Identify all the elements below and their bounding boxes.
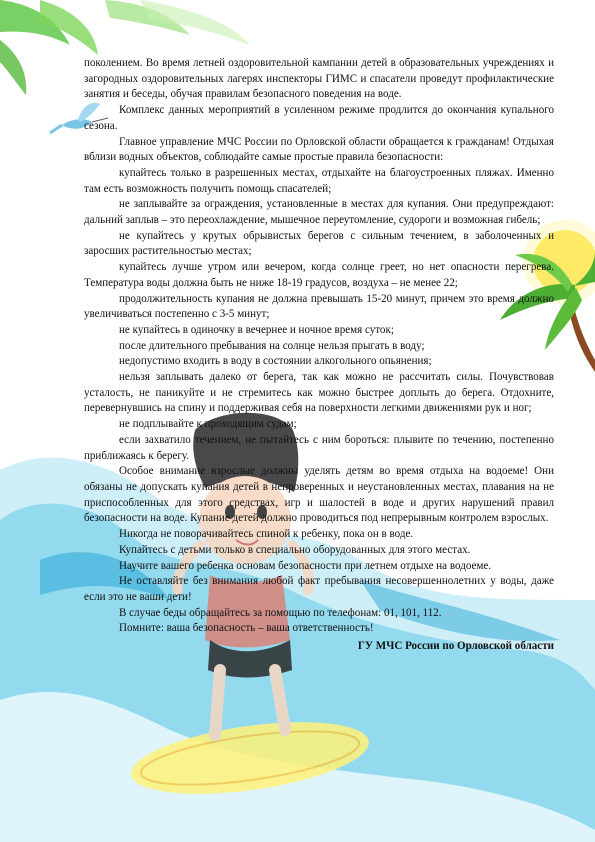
paragraph: Комплекс данных мероприятий в усиленном режиме продлится до окончания купального сезона.: [84, 104, 554, 132]
signature: ГУ МЧС России по Орловской области: [357, 640, 554, 653]
paragraph: не купайтесь в одиночку в вечернее и ночное время суток;: [119, 323, 394, 336]
paragraph: В случае беды обращайтесь за помощью по телефонам: 01, 101, 112.: [119, 606, 442, 619]
paragraph: Купайтесь с детьми только в специально оборудованных для этого местах.: [119, 543, 471, 556]
paragraph: продолжительность купания не должна превышать 15-20 минут, причем это время должно увеличиваться постепенно с 3-5 минут;: [84, 292, 554, 321]
paragraph: если захватило течением, не пытайтесь с ним бороться: плывите по течению, постепенно приближаясь к берегу.: [84, 433, 554, 462]
paragraph: не заплывайте за ограждения, установленные в местах для купания. Они предупреждают: дальний заплыв – это переохлаждение, мышечное переутомление, судороги и возможная гибель;: [84, 198, 554, 227]
paragraph: Не оставляйте без внимания любой факт пребывания несовершеннолетних у воды, даже если это не ваши дети!: [84, 575, 554, 603]
paragraph: Главное управление МЧС России по Орловской области обращается к гражданам! Отдыхая вблизи водных объектов, соблюдайте самые простые правила безопасности:: [84, 135, 554, 164]
paragraph: не купайтесь у крутых обрывистых берегов с сильным течением, в заболоченных и заросших растительностью местах;: [84, 229, 554, 258]
paragraph: Никогда не поворачивайтесь спиной к ребенку, пока он в воде.: [119, 528, 414, 541]
paragraph: нельзя заплывать далеко от берега, так как можно не рассчитать силы. Почувствовав усталость, не паникуйте и не стремитесь как можно быстрее доплыть до берега. Отдохните, перевернувшись на спину и поддерживая себя на поверхности легкими движениями рук и ног;: [84, 371, 554, 415]
paragraph: недопустимо входить в воду в состоянии алкогольного опьянения;: [119, 355, 432, 368]
paragraph: после длительного пребывания на солнце нельзя прыгать в воду;: [119, 339, 425, 352]
paragraph: Научите вашего ребенка основам безопасности при летнем отдыхе на водоеме.: [119, 559, 492, 572]
document-body: [84, 56, 554, 655]
paragraph: купайтесь только в разрешенных местах, отдыхайте на благоустроенных пляжах. Именно там есть возможность получить помощь спасателей;: [84, 166, 554, 195]
paragraph: Помните: ваша безопасность – ваша ответственность!: [119, 622, 374, 635]
paragraph: купайтесь лучше утром или вечером, когда солнце греет, но нет опасности перегрева. Температура воды должна быть не ниже 18-19 градусов, воздуха – не менее 22;: [84, 261, 554, 289]
paragraph: поколением. Во время летней оздоровительной кампании детей в образовательных учреждениях и загородных оздоровительных лагерях инспекторы ГИМС и спасатели проведут профилактические занятия и беседы, обучая правилам безопасного поведения на воде.: [84, 57, 554, 101]
paragraph: Особое внимание взрослые должны уделять детям во время отдыха на водоеме! Они обязаны не допускать купания детей в непроверенных и неустановленных местах, плавания на не приспособленных для этого средствах, игр и шалостей в воде и других нарушений правил безопасности на воде. Купание детей должно проводиться под непрерывным контролем взрослых.: [84, 465, 554, 525]
paragraph: не подплывайте к проходящим судам;: [119, 418, 297, 431]
